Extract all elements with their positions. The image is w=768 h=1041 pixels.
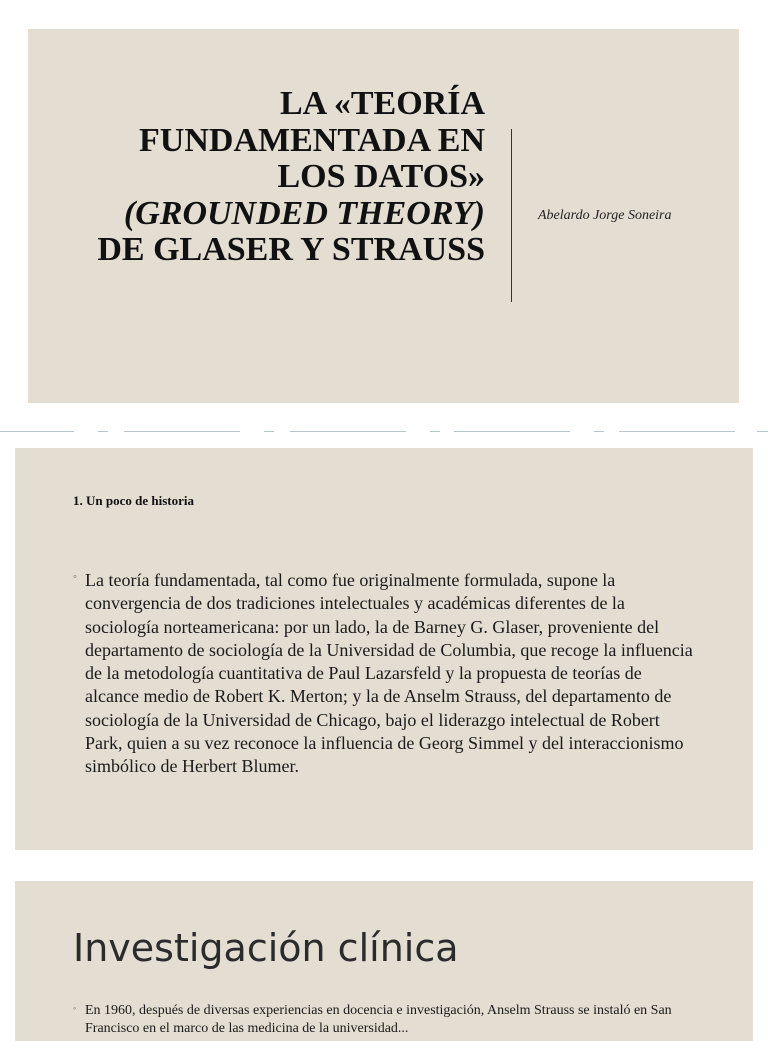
bullet-item: [73, 569, 693, 779]
title-divider: [511, 129, 512, 302]
bullet-paragraph: La teoría fundamentada, tal como fue originalmente formulada, supone la convergencia de dos tradiciones intelectuales y académicas diferentes de la sociología norteamericana: por un lado, la de Barney G. Glaser, proveniente del departamento de sociología de la Universidad de Columbia, que recoge la influencia de la metodología cuantitativa de Paul Lazarsfeld y la propuesta de teorías de alcance medio de Robert K. Merton; y la de Anselm Strauss, del departamento de sociología de la Universidad de Chicago, bajo el liderazgo intelectual de Robert Park, quien a su vez reconoce la influencia de Georg Simmel y del interaccionismo simbólico de Herbert Blumer.: [85, 570, 693, 777]
slide-separator: [594, 431, 604, 432]
slide-separator: [430, 431, 440, 432]
author-name: Abelardo Jorge Soneira: [538, 208, 672, 223]
bullet-paragraph: En 1960, después de diversas experiencias en docencia e investigación, Anselm Strauss se instaló en San Francisco en el marco de las medicina de la universidad...: [85, 1003, 672, 1036]
clinical-research-slide: [15, 881, 753, 1041]
slide-separator: [619, 431, 735, 432]
slide-separator: [124, 431, 240, 432]
bullet-item: [73, 1002, 703, 1038]
slide-separator: [454, 431, 570, 432]
section-heading: 1. Un poco de historia: [73, 493, 194, 508]
slide-separator: [757, 431, 768, 432]
history-slide: [15, 448, 753, 850]
presentation-title: [45, 86, 485, 269]
slide-separator: [264, 431, 274, 432]
slide-separator: [290, 431, 406, 432]
title-line-2: FUNDAMENTADA EN: [139, 121, 485, 159]
title-line-1: LA «TEORÍA: [280, 85, 485, 122]
title-line-5: DE GLASER Y STRAUSS: [97, 231, 485, 268]
title-slide: [28, 29, 739, 403]
slide-title: Investigación clínica: [73, 926, 459, 970]
title-line-3: LOS DATOS»: [277, 158, 485, 195]
bullet-circle-icon: ◦: [73, 571, 77, 583]
bullet-circle-icon: ◦: [73, 1003, 77, 1013]
title-line-4: (GROUNDED THEORY): [123, 194, 485, 232]
slide-separator: [98, 431, 108, 432]
slide-separator: [0, 431, 74, 432]
